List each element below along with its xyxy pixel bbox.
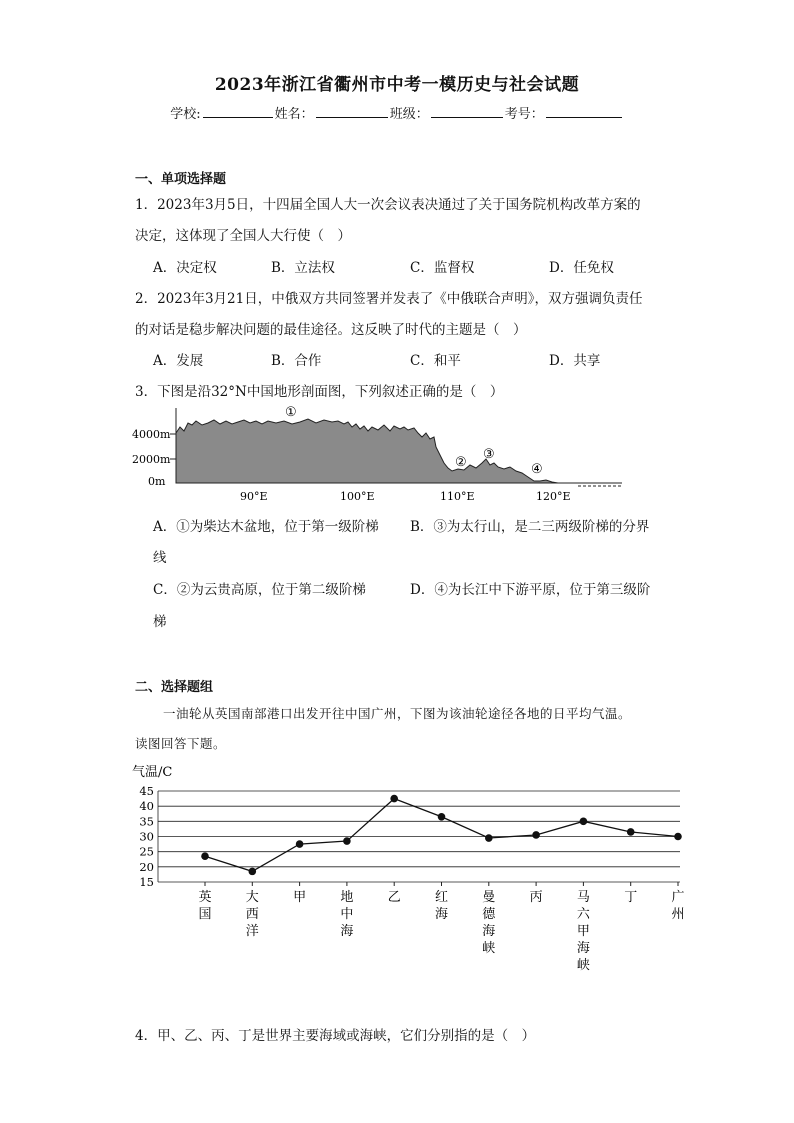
y-label-4000m: 4000m: [132, 428, 171, 441]
temperature-points: [201, 795, 682, 875]
y-label-0m: 0m: [148, 475, 166, 488]
chart-grid: [158, 791, 680, 882]
x-tick-label: 曼德海峡: [482, 890, 496, 956]
data-point-7: [532, 831, 540, 839]
q1-line1: 1．2023年3月5日，十四届全国人大一次会议表决通过了关于国务院机构改革方案的: [135, 197, 641, 213]
marker-2: ②: [455, 455, 467, 470]
q2-option-b[interactable]: B．合作: [271, 353, 322, 369]
name-label: 姓名：: [274, 107, 314, 122]
marker-3: ③: [483, 447, 495, 462]
data-point-10: [674, 833, 682, 841]
chart-ylabel: 气温/C: [132, 765, 173, 780]
exam-no-blank[interactable]: [546, 104, 622, 118]
q1-option-a[interactable]: A．决定权: [153, 260, 217, 276]
temperature-chart: [130, 760, 700, 990]
class-label: 班级：: [389, 107, 429, 122]
q3-option-d-cont: 梯: [153, 614, 167, 630]
q3-option-c[interactable]: C．②为云贵高原，位于第二级阶梯: [153, 582, 366, 598]
terrain-profile-figure: [128, 403, 628, 505]
y-tick-label: 45: [139, 784, 154, 798]
y-tick-label: 30: [139, 829, 154, 844]
q1-option-b[interactable]: B．立法权: [271, 260, 335, 276]
q3-line1: 3．下图是沿32°N中国地形剖面图，下列叙述正确的是（ ）: [135, 384, 504, 400]
q3-option-b-cont: 线: [153, 550, 167, 566]
name-blank[interactable]: [316, 104, 388, 118]
school-blank[interactable]: [203, 104, 273, 118]
data-point-0: [201, 852, 209, 860]
chart-x-labels: [198, 882, 684, 973]
group-intro-line1: 一油轮从英国南部港口出发开往中国广州，下图为该油轮途径各地的日平均气温。: [163, 706, 632, 721]
y-tick-label: 35: [139, 814, 154, 829]
school-label: 学校:: [170, 107, 201, 122]
y-label-2000m: 2000m: [132, 453, 171, 466]
x-tick-label: 广州: [671, 890, 685, 922]
data-point-6: [485, 834, 493, 842]
q4-line: 4．甲、乙、丙、丁是世界主要海域或海峡，它们分别指的是（ ）: [135, 1028, 536, 1044]
data-point-8: [580, 818, 588, 826]
x-tick-label: 乙: [387, 890, 401, 905]
data-point-4: [390, 795, 398, 803]
x-label-110e: 110°E: [440, 490, 475, 503]
x-tick-label: 甲: [293, 890, 307, 905]
x-label-100e: 100°E: [340, 490, 375, 503]
section-1-heading: 一、单项选择题: [135, 172, 227, 187]
data-point-9: [627, 828, 635, 836]
x-tick-label: 地中海: [340, 890, 354, 939]
group-intro-line2: 读图回答下题。: [135, 736, 227, 751]
student-info-row: [0, 103, 794, 122]
page-title: 2023年浙江省衢州市中考一模历史与社会试题: [214, 75, 580, 95]
q3-option-a[interactable]: A．①为柴达木盆地，位于第一级阶梯: [153, 519, 379, 535]
q1-option-c[interactable]: C．监督权: [410, 260, 475, 276]
x-tick-label: 丙: [529, 890, 543, 905]
exam-no-label: 考号：: [504, 107, 544, 122]
section-2-heading: 二、选择题组: [135, 680, 214, 695]
q1-option-d[interactable]: D．任免权: [549, 260, 614, 276]
q3-option-d[interactable]: D．④为长江中下游平原，位于第三级阶: [410, 582, 651, 598]
q2-option-a[interactable]: A．发展: [153, 353, 204, 369]
x-tick-label: 马六甲海峡: [576, 890, 590, 973]
y-tick-label: 20: [139, 859, 154, 874]
marker-1: ①: [285, 405, 297, 420]
x-tick-label: 丁: [624, 890, 638, 905]
data-point-1: [249, 868, 257, 876]
y-tick-label: 15: [139, 875, 154, 889]
data-point-3: [343, 837, 351, 845]
q2-line1: 2．2023年3月21日，中俄双方共同签署并发表了《中俄联合声明》，双方强调负责任: [135, 291, 643, 307]
x-tick-label: 红海: [434, 890, 449, 922]
y-tick-label: 25: [139, 844, 154, 859]
x-tick-label: 大西洋: [245, 890, 259, 939]
terrain-profile-shape: [176, 419, 558, 483]
q2-option-d[interactable]: D．共享: [549, 353, 601, 369]
q1-line2: 决定，这体现了全国人大行使（ ）: [135, 228, 351, 244]
q3-option-b[interactable]: B．③为太行山，是二三两级阶梯的分界: [410, 519, 650, 535]
chart-y-ticks: [139, 784, 154, 889]
x-label-120e: 120°E: [536, 490, 571, 503]
q2-line2: 的对话是稳步解决问题的最佳途径。这反映了时代的主题是（ ）: [135, 322, 527, 338]
data-point-2: [296, 840, 304, 848]
marker-4: ④: [531, 462, 543, 477]
class-blank[interactable]: [431, 104, 503, 118]
q2-option-c[interactable]: C．和平: [410, 353, 461, 369]
data-point-5: [438, 813, 446, 821]
y-tick-label: 40: [139, 799, 154, 814]
x-label-90e: 90°E: [240, 490, 268, 503]
x-tick-label: 英国: [198, 890, 212, 922]
temperature-line: [205, 799, 678, 872]
